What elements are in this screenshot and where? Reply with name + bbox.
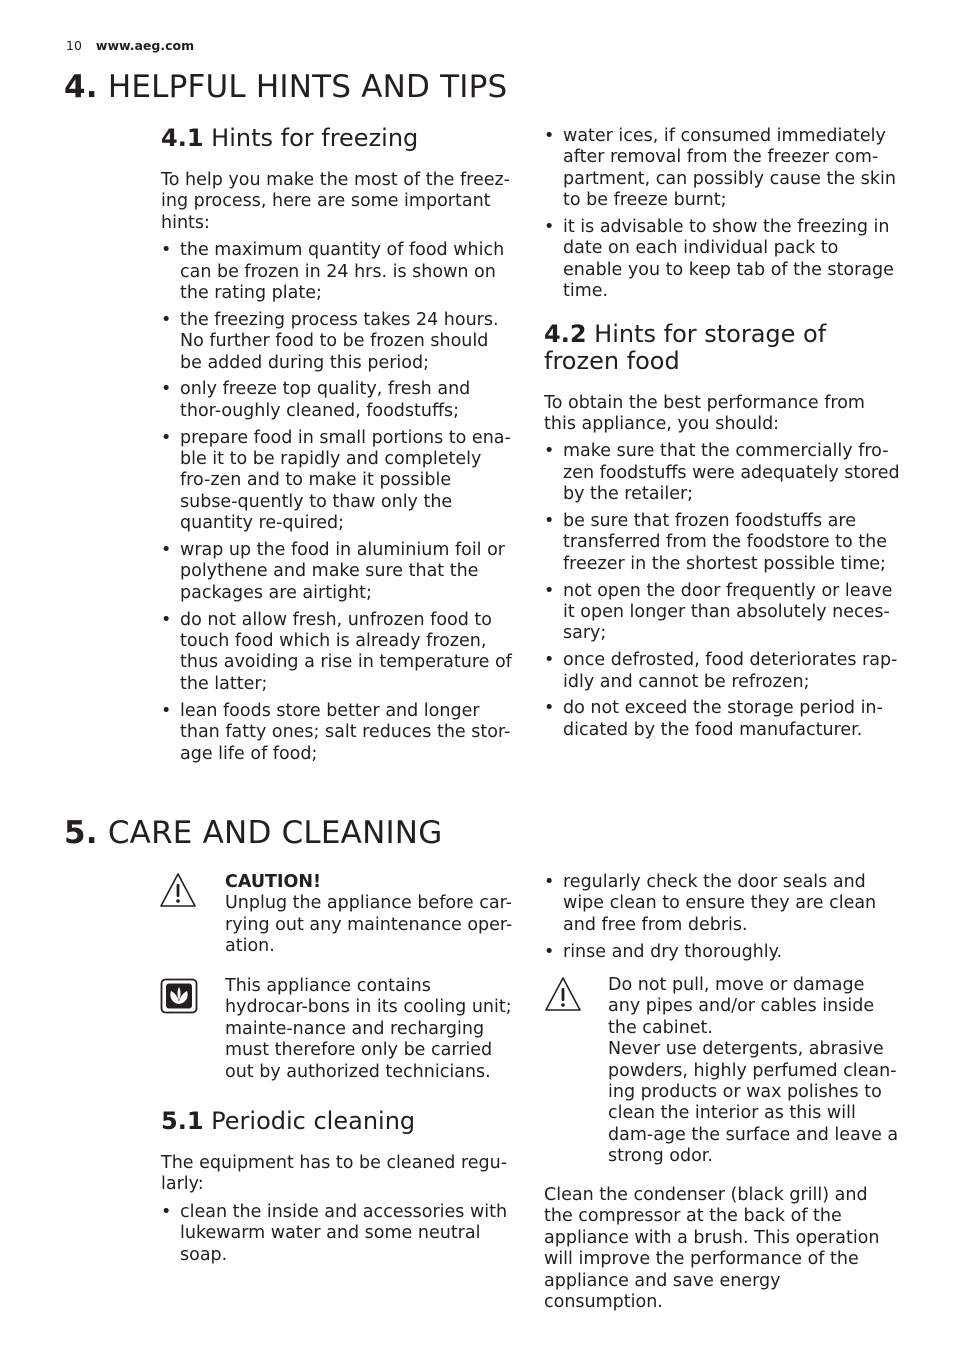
freezing-hints-list-cont (544, 126, 900, 303)
warning-notice (608, 975, 900, 1168)
list-item: • once defrosted, food deteriorates rap-idly and cannot be refrozen; (544, 650, 900, 693)
list-item: • the maximum quantity of food which can be frozen in 24 hrs. is shown on the rating plate; (161, 240, 513, 304)
environment-leaf-icon (160, 978, 198, 1014)
list-item: • the freezing process takes 24 hours. No further food to be frozen should be added during this period; (161, 310, 513, 374)
list-item: • it is advisable to show the freezing in date on each individual pack to enable you to keep tab of the storage time. (544, 217, 900, 303)
caution-notice (225, 872, 517, 958)
page-header (66, 38, 194, 53)
list-item: • rinse and dry thoroughly. (544, 942, 900, 963)
warning-text-2: Never use detergents, abrasive powders, highly perfumed clean-ing products or wax polishes to clean the interior as this will dam-age the surface and leave a strong odor. (608, 1039, 899, 1167)
list-item: • lean foods store better and longer than fatty ones; salt reduces the stor-age life of food; (161, 701, 513, 765)
section-5-right-column (544, 872, 900, 968)
condenser-paragraph (544, 1185, 900, 1319)
warning-triangle-icon (544, 976, 582, 1012)
warning-triangle-icon (159, 872, 197, 908)
subsection-4-1-title: 4.1 Hints for freezing (161, 124, 419, 152)
list-item: • do not allow fresh, unfrozen food to touch food which is already frozen, thus avoiding a rise in temperature of the latter; (161, 610, 513, 696)
storage-hints-list (544, 441, 900, 741)
list-item: • only freeze top quality, fresh and thor-oughly cleaned, foodstuffs; (161, 379, 513, 422)
caution-text: Unplug the appliance before car-rying out any maintenance oper-ation. (225, 893, 513, 957)
page-number: 10 (66, 38, 82, 53)
list-item: • clean the inside and accessories with lukewarm water and some neutral soap. (161, 1202, 513, 1266)
environment-text: This appliance contains hydrocar-bons in its cooling unit; mainte-nance and recharging must therefore only be carried out by authorized technicians. (225, 976, 512, 1082)
list-item: • prepare food in small portions to ena-ble it to be rapidly and completely fro-zen and to make it possible subse-quently to thaw only the quantity re-quired; (161, 428, 513, 535)
list-item: • make sure that the commercially fro-zen foodstuffs were adequately stored by the retailer; (544, 441, 900, 505)
subsection-5-1-title: 5.1 Periodic cleaning (161, 1107, 416, 1135)
section-4-right-column (544, 126, 900, 747)
list-item: • be sure that frozen foodstuffs are transferred from the foodstore to the freezer in the shortest possible time; (544, 511, 900, 575)
subsection-4-2-title: 4.2 Hints for storage of frozen food (544, 319, 827, 375)
list-item: • not open the door frequently or leave it open longer than absolutely neces-sary; (544, 581, 900, 645)
list-item: • wrap up the food in aluminium foil or polythene and make sure that the packages are airtight; (161, 540, 513, 604)
section-5-left-column (161, 1108, 513, 1271)
list-item: • regularly check the door seals and wipe clean to ensure they are clean and free from debris. (544, 872, 900, 936)
cleaning-list-cont (544, 872, 900, 963)
website-url[interactable]: www.aeg.com (95, 38, 195, 53)
closing-text: Clean the condenser (black grill) and the compressor at the back of the appliance with a brush. This operation will improve the performance of the appliance and save energy consumption. (544, 1185, 880, 1313)
section-4-left-column (161, 125, 513, 770)
cleaning-list (161, 1202, 513, 1266)
section-5-title: 5. CARE AND CLEANING (64, 815, 443, 851)
section-4-title: 4. HELPFUL HINTS AND TIPS (64, 69, 508, 105)
cleaning-intro: The equipment has to be cleaned regu-larly: (161, 1153, 508, 1195)
freezing-intro: To help you make the most of the freez-ing process, here are some important hints: (161, 170, 511, 233)
warning-text-1: Do not pull, move or damage any pipes and/or cables inside the cabinet. (608, 975, 875, 1038)
freezing-hints-list (161, 240, 513, 765)
list-item: • water ices, if consumed immediately after removal from the freezer com-partment, can possibly cause the skin to be freeze burnt; (544, 126, 900, 212)
storage-intro: To obtain the best performance from this appliance, you should: (544, 392, 865, 435)
environment-notice (225, 976, 517, 1083)
caution-title: CAUTION! (225, 872, 322, 892)
list-item: • do not exceed the storage period in-dicated by the food manufacturer. (544, 698, 900, 741)
